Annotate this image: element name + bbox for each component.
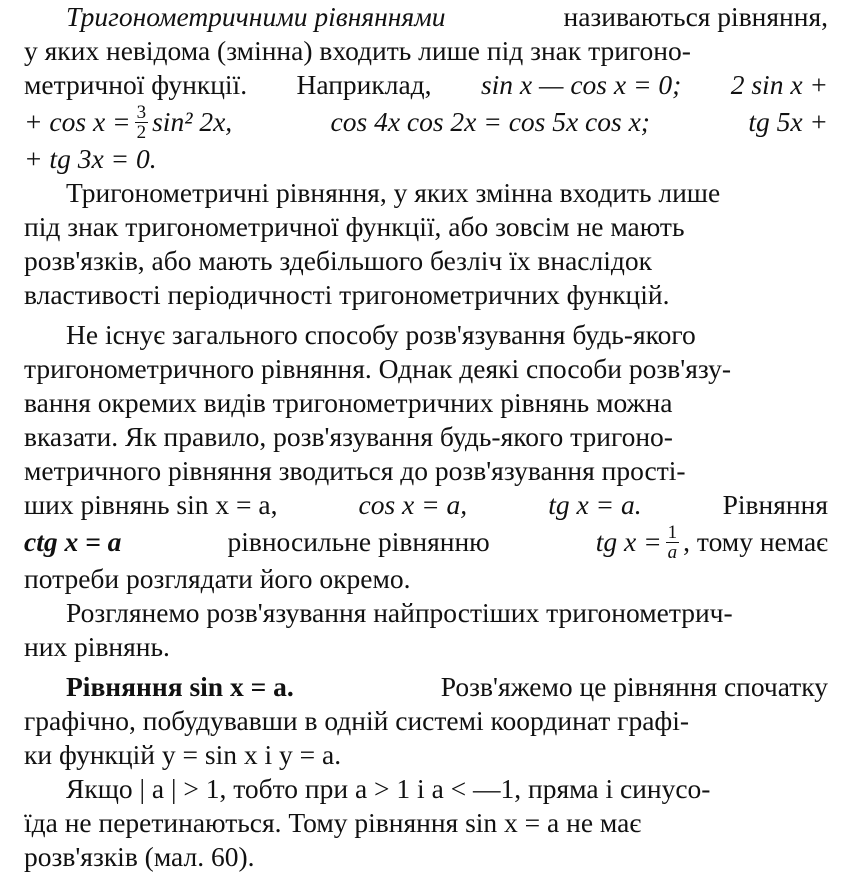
equation: + tg 3x = 0. — [24, 143, 157, 174]
text-line — [24, 522, 828, 562]
text-line — [24, 840, 828, 874]
section-heading: Рівняння sin x = a. — [66, 671, 294, 702]
term-italic: Тригонометричними рівняннями — [66, 1, 446, 32]
text-fragment: Розв'яжемо це рівняння спочатку — [440, 671, 828, 702]
text-fragment: Не існує загального способу розв'язування будь-якого — [66, 319, 696, 350]
equation: sin x — cos x = 0; — [480, 69, 682, 100]
paragraph-solutions — [24, 176, 828, 312]
text-fragment: Рівняння — [722, 489, 828, 520]
text-fragment: розв'язків (мал. 60). — [24, 841, 255, 872]
equation: tg 5x + — [748, 106, 828, 137]
text-line — [24, 596, 828, 630]
text-line — [24, 318, 828, 352]
text-line — [24, 102, 828, 142]
text-line — [24, 806, 828, 840]
text-line — [24, 68, 828, 102]
paragraph-definition — [24, 0, 828, 176]
fraction-numerator: 3 — [136, 101, 147, 123]
fraction-three-halves — [135, 103, 149, 142]
text-fragment: їда не перетинаються. Тому рівняння sin x = a не має — [24, 807, 642, 838]
text-fragment: Наприклад, — [296, 69, 432, 100]
text-fragment: під знак тригонометричної функції, або зовсім не мають — [24, 211, 685, 242]
text-line — [24, 278, 828, 312]
paragraph-methods — [24, 318, 828, 596]
equation: tg x = a. — [548, 489, 642, 520]
text-fragment: тригонометричного рівняння. Однак деякі способи розв'язу- — [24, 353, 732, 384]
text-fragment: Якщо | a | > 1, тобто при a > 1 і a < —1, пряма і синусо- — [66, 773, 711, 804]
text-line — [24, 454, 828, 488]
text-line — [24, 352, 828, 386]
fraction-one-over-a — [666, 523, 680, 562]
text-fragment: потреби розглядати його окремо. — [24, 563, 411, 594]
text-fragment: розв'язків, або мають здебільшого безліч їх внаслідок — [24, 245, 652, 276]
equation: cos x = a, — [358, 489, 468, 520]
fraction-denominator: 2 — [136, 121, 147, 143]
equation: tg x = — [595, 526, 662, 557]
fraction-numerator: 1 — [667, 521, 678, 543]
text-line — [24, 386, 828, 420]
text-line — [24, 670, 828, 704]
text-fragment: метричного рівняння зводиться до розв'язування простi- — [24, 455, 686, 486]
paragraph-consider — [24, 596, 828, 664]
text-line — [24, 0, 828, 34]
equation: + cos x = — [24, 106, 131, 137]
equation: 2 sin x + — [730, 69, 828, 100]
text-line — [24, 562, 828, 596]
paragraph-no-solutions — [24, 772, 828, 874]
text-fragment: рівносильне рівнянню — [227, 526, 490, 557]
text-line — [24, 772, 828, 806]
text-line — [24, 176, 828, 210]
text-line — [24, 142, 828, 176]
text-fragment: них рівнянь. — [24, 631, 170, 662]
text-fragment: метричної функції. — [24, 69, 248, 100]
text-fragment: ки функцій y = sin x і y = a. — [24, 739, 342, 770]
text-fragment: графічно, побудувавши в одній системі координат графі- — [24, 705, 690, 736]
equation: cos 4x cos 2x = cos 5x cos x; — [330, 106, 650, 137]
text-fragment: Тригонометричні рівняння, у яких змінна входить лише — [66, 177, 721, 208]
paragraph-sin-equation — [24, 670, 828, 772]
equation: sin² 2x, — [152, 106, 233, 137]
text-fragment: , тому немає — [683, 526, 828, 557]
text-line — [24, 488, 828, 522]
text-line — [24, 244, 828, 278]
text-line — [24, 420, 828, 454]
text-fragment: властивості періодичності тригонометричних функцій. — [24, 279, 670, 310]
text-line — [24, 34, 828, 68]
text-fragment: називаються рівняння, — [563, 1, 828, 32]
text-fragment: Розглянемо розв'язування найпростіших тригонометрич- — [66, 597, 733, 628]
text-line — [24, 704, 828, 738]
text-line — [24, 630, 828, 664]
text-line — [24, 738, 828, 772]
text-fragment: вказати. Як правило, розв'язування будь-якого тригоно- — [24, 421, 673, 452]
text-fragment: у яких невідома (змінна) входить лише під знак тригоно- — [24, 35, 691, 66]
fraction-denominator: a — [667, 541, 678, 563]
text-fragment: ших рівнянь sin x = a, — [24, 489, 278, 520]
text-line — [24, 210, 828, 244]
equation: ctg x = a — [24, 526, 122, 557]
text-fragment: вання окремих видів тригонометричних рівнянь можна — [24, 387, 673, 418]
